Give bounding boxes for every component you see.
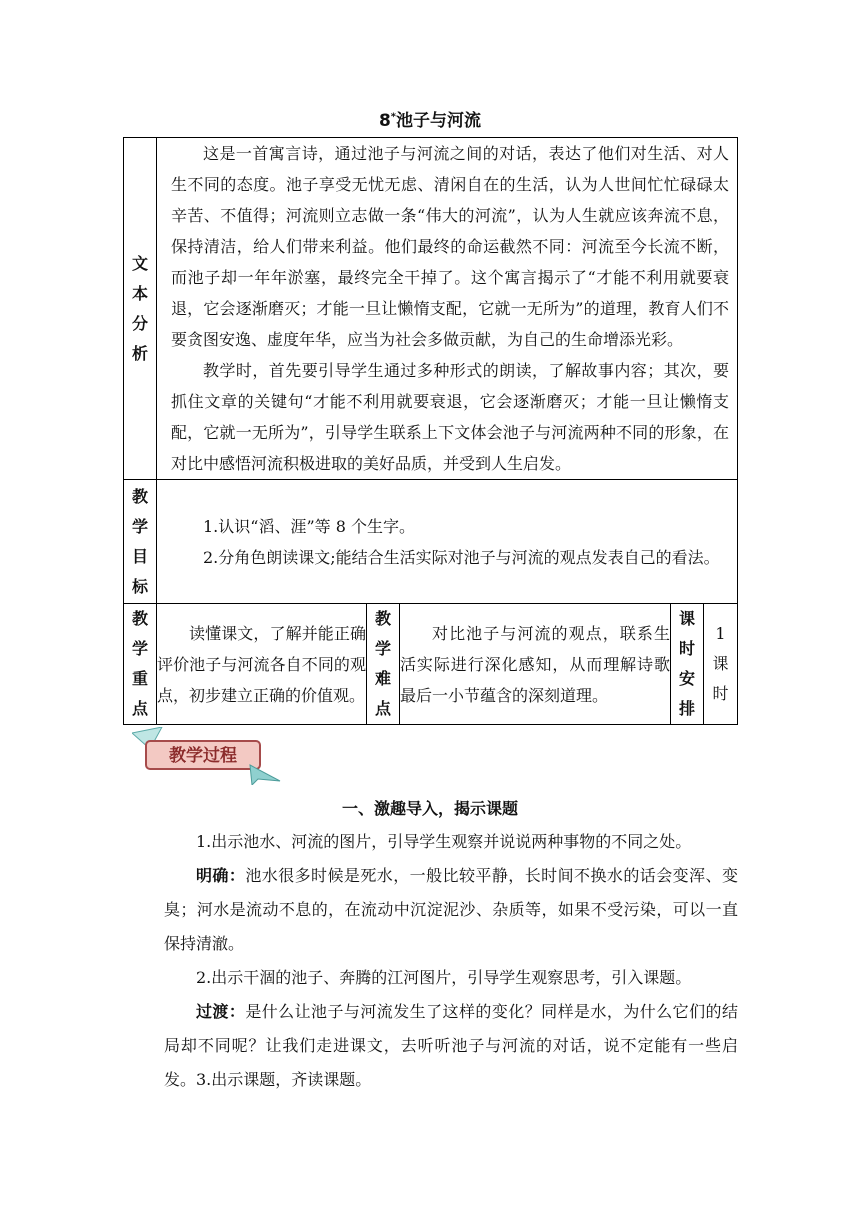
- optional-mark: *: [390, 111, 397, 123]
- analysis-head: 文 本 分 析: [124, 138, 157, 480]
- paper-plane-icon: [250, 765, 280, 785]
- banner-label: 教学过程: [169, 746, 237, 766]
- step-1: 1.出示池水、河流的图片，引导学生观察并说说两种事物的不同之处。: [196, 832, 692, 851]
- page-title: [0, 106, 860, 131]
- hours-head: 课 时 安 排: [671, 604, 704, 725]
- lesson-number: 8: [378, 111, 391, 131]
- transition-text: 是什么让池子与河流发生了这样的变化？同样是水，为什么它们的结局却不同呢？让我们走进课文，去听听池子与河流的对话，说不定能有一些启发。: [164, 1002, 738, 1089]
- focus-row: [124, 604, 738, 725]
- teaching-process-banner: [132, 727, 282, 785]
- step-2: 2.出示干涸的池子、奔腾的江河图片，引导学生观察思考，引入课题。: [196, 968, 692, 987]
- focus-text: 读懂课文，了解并能正确评价池子与河流各自不同的观点，初步建立正确的价值观。: [157, 604, 367, 725]
- lesson-plan-table: [123, 137, 738, 725]
- goals-row: [124, 480, 738, 604]
- analysis-cell: [157, 138, 738, 480]
- analysis-row: [124, 138, 738, 480]
- lesson-title: 池子与河流: [396, 111, 482, 131]
- focus-head: 教 学 重 点: [124, 604, 157, 725]
- goals-cell: [157, 480, 738, 604]
- paper-plane-banner-graphic: [132, 727, 282, 785]
- section-heading: 一、激趣导入，揭示课题: [341, 799, 518, 818]
- analysis-paragraph: 教学时，首先要引导学生通过多种形式的朗读，了解故事内容；其次，要抓住文章的关键句“才能不利用就要衰退，它会逐渐磨灭；才能一旦让懒惰支配，它就一无所为”，引导学生联系上下文体会池子与河流两种不同的形象，在对比中感悟河流积极进取的美好品质，并受到人生启发。: [171, 361, 730, 473]
- step-3: 3.出示课题，齐读课题。: [196, 1070, 372, 1089]
- difficulty-text: 对比池子与河流的观点，联系生活实际进行深化感知，从而理解诗歌最后一小节蕴含的深刻道理。: [400, 604, 671, 725]
- goal-item: 1.认识“滔、涯”等 8 个生字。: [203, 516, 415, 536]
- step-1-explanation: [164, 859, 738, 961]
- explain-text: 池水很多时候是死水，一般比较平静，长时间不换水的话会变浑、变臭；河水是流动不息的，在流动中沉淀泥沙、杂质等，如果不受污染，可以一直保持清澈。: [164, 866, 738, 953]
- goals-head: 教 学 目 标: [124, 480, 157, 604]
- hours-value: 1 课 时: [704, 604, 738, 725]
- analysis-paragraph: 这是一首寓言诗，通过池子与河流之间的对话，表达了他们对生活、对人生不同的态度。池子享受无忧无虑、清闲自在的生活，认为人世间忙忙碌碌太辛苦、不值得；河流则立志做一条“伟大的河流”，认为人生就应该奔流不息，保持清洁，给人们带来利益。他们最终的命运截然不同：河流至今长流不断，而池子却一年年淤塞，最终完全干掉了。这个寓言揭示了“才能不利用就要衰退，它会逐渐磨灭；才能一旦让懒惰支配，它就一无所为”的道理，教育人们不要贪图安逸、虚度年华，应当为社会多做贡献，为自己的生命增添光彩。: [171, 144, 730, 349]
- transition-label: 过渡：: [196, 1002, 246, 1021]
- difficulty-head: 教 学 难 点: [367, 604, 400, 725]
- explain-label: 明确：: [196, 866, 246, 885]
- goal-item: 2.分角色朗读课文;能结合生活实际对池子与河流的观点发表自己的看法。: [203, 547, 720, 567]
